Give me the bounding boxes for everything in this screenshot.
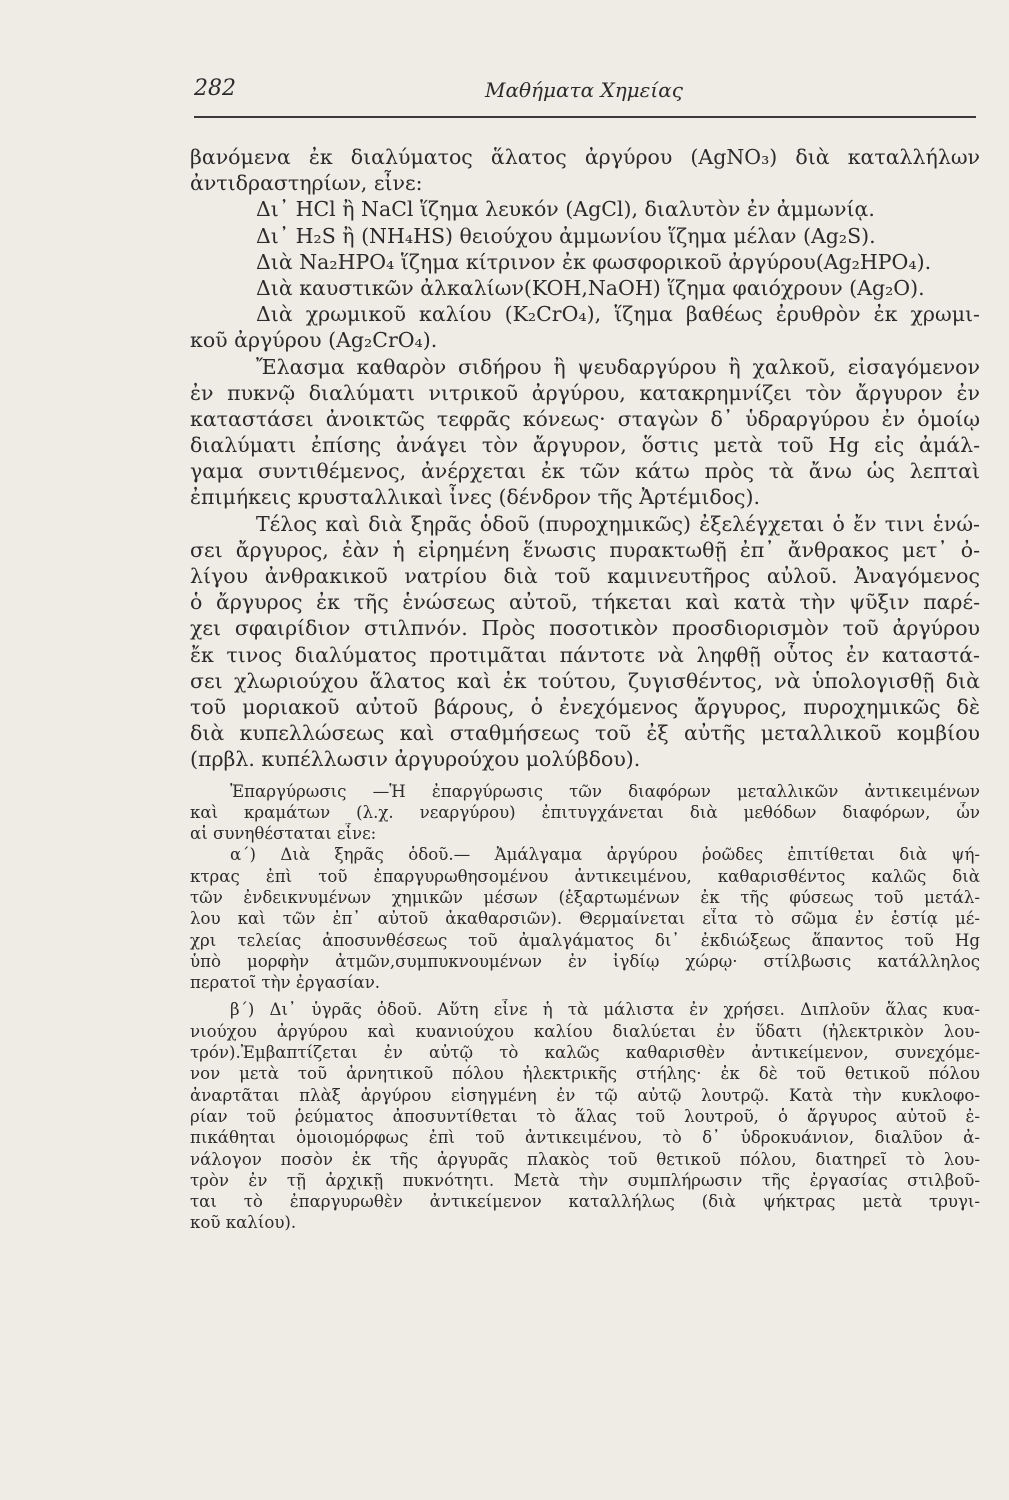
text-line: Ἔλασμα καθαρὸν σιδήρου ἢ ψευδαργύρου ἢ χαλκοῦ, εἰσαγόμενον [256,354,980,379]
text-line: (πρβλ. κυπέλλωσιν ἀργυρούχου μολύβδου). [190,747,641,772]
text-line: ὑπὸ μορφὴν ἀτμῶν,συμπυκνουμένων ἐν ἰγδίῳ χώρῳ· στίλβωσις κατάλληλος [190,951,980,971]
text-line: ται τὸ ἐπαργυρωθὲν ἀντικείμενον καταλλήλως (διὰ ψήκτρας μετὰ τρυγι- [190,1192,980,1212]
text-line: κτρας ἐπὶ τοῦ ἐπαργυρωθησομένου ἀντικειμένου, καθαρισθέντος καλῶς διὰ [190,866,980,886]
running-title: Μαθήματα Χημείας [485,78,683,102]
text-line: χρι τελείας ἀποσυνθέσεως τοῦ ἀμαλγάματος δι᾿ ἐκδιώξεως ἅπαντος τοῦ Hg [190,930,980,950]
text-line: Διὰ χρωμικοῦ καλίου (K₂CrO₄), ἵζημα βαθέως ἐρυθρὸν ἐκ χρωμι- [256,302,980,327]
text-line: Δι᾿ HCl ἢ NaCl ἵζημα λευκόν (AgCl), διαλυτὸν ἐν ἀμμωνίᾳ. [256,197,875,222]
text-line: περατοῖ τὴν ἐργασίαν. [190,973,381,993]
text-line: ἐν πυκνῷ διαλύματι νιτρικοῦ ἀργύρου, κατακρημνίζει τὸν ἄργυρον ἐν [190,380,980,405]
text-line: γαμα συντιθέμενος, ἀνέρχεται ἐκ τῶν κάτω πρὸς τὰ ἄνω ὡς λεπταὶ [190,459,980,484]
text-line: πικάθηται ὁμοιομόρφως ἐπὶ τοῦ ἀντικειμένου, τὸ δ᾿ ὑδροκυάνιον, διαλῦον ἀ- [190,1128,980,1148]
text-line: διαλύματι ἐπίσης ἀνάγει τὸν ἄργυρον, ὅστις μετὰ τοῦ Hg εἰς ἀμάλ- [190,433,980,458]
text-line: χει σφαιρίδιον στιλπνόν. Πρὸς ποσοτικὸν προσδιορισμὸν τοῦ ἀργύρου [190,616,980,641]
text-line: τρὸν ἐν τῇ ἀρχικῇ πυκνότητι. Μετὰ τὴν συμπλήρωσιν τῆς ἐργασίας στιλβοῦ- [190,1170,980,1190]
text-line: σει χλωριούχου ἅλατος καὶ ἐκ τούτου, ζυγισθέντος, νὰ ὑπολογισθῇ διὰ [190,668,980,693]
text-line: α΄) Διὰ ξηρᾶς ὁδοῦ.— Ἀμάλγαμα ἀργύρου ῥοῶδες ἐπιτίθεται διὰ ψή- [230,845,980,865]
text-line: τρόν).Ἐμβαπτίζεται ἐν αὐτῷ τὸ καλῶς καθαρισθὲν ἀντικείμενον, συνεχόμε- [190,1043,980,1063]
text-line: ἐπιμήκεις κρυσταλλικαὶ ἶνες (δένδρον τῆς Ἀρτέμιδος). [190,485,761,510]
note-silver-plating [190,781,980,1234]
text-line: Δι᾿ H₂S ἢ (NH₄HS) θειούχου ἀμμωνίου ἵζημα μέλαν (Ag₂S). [256,223,876,248]
text-line: ρίαν τοῦ ῥεύματος ἀποσυντίθεται τὸ ἅλας τοῦ λουτροῦ, ὁ ἄργυρος αὐτοῦ ἐ- [190,1106,980,1126]
text-line: καταστάσει ἀνοικτῶς τεφρᾶς κόνεως· σταγὼν δ᾿ ὑδραργύρου ἐν ὁμοίῳ [190,406,980,431]
text-line: κοῦ ἀργύρου (Ag₂CrO₄). [190,328,438,353]
text-line: λου καὶ τῶν ἐπ᾿ αὐτοῦ ἀκαθαρσιῶν). Θερμαίνεται εἶτα τὸ σῶμα ἐν ἑστίᾳ μέ- [190,909,980,929]
text-line: ὁ ἄργυρος ἐκ τῆς ἑνώσεως αὐτοῦ, τήκεται καὶ κατὰ τὴν ψῦξιν παρέ- [190,590,980,615]
text-line: λίγου ἀνθρακικοῦ νατρίου διὰ τοῦ καμινευτῆρος αὐλοῦ. Ἀναγόμενος [190,564,980,588]
page-number: 282 [194,76,236,101]
text-line: νιούχου ἀργύρου καὶ κυανιούχου καλίου διαλύεται ἐν ὕδατι (ἠλεκτρικὸν λου- [190,1021,980,1041]
text-line: βανόμενα ἐκ διαλύματος ἅλατος ἀργύρου (AgNO₃) διὰ καταλλήλων [190,145,980,169]
text-line: τῶν ἐνδεικνυμένων χημικῶν μέσων (ἐξαρτωμένων ἐκ τῆς φύσεως τοῦ μετάλ- [190,887,980,907]
text-line: αἱ συνηθέσταται εἶνε: [190,824,377,844]
text-line: Ἐπαργύρωσις —Ἡ ἐπαργύρωσις τῶν διαφόρων μεταλλικῶν ἀντικειμένων [230,781,980,801]
text-line: Διὰ Na₂HPO₄ ἵζημα κίτρινον ἐκ φωσφορικοῦ ἀργύρου(Ag₂HPO₄). [256,249,932,274]
text-line: ἔκ τινος διαλύματος προτιμᾶται πάντοτε νὰ ληφθῇ οὗτος ἐν καταστά- [190,642,980,667]
main-paragraphs [190,144,980,773]
text-line: τοῦ μοριακοῦ αὐτοῦ βάρους, ὁ ἐνεχόμενος ἄργυρος, πυροχημικῶς δὲ [190,694,980,719]
header-rule [194,116,976,118]
text-line: Τέλος καὶ διὰ ξηρᾶς ὁδοῦ (πυροχημικῶς) ἐξελέγχεται ὁ ἔν τινι ἑνώ- [256,511,980,536]
text-line: σει ἄργυρος, ἐὰν ἡ εἰρημένη ἕνωσις πυρακτωθῇ ἐπ᾿ ἄνθρακος μετ᾿ ὀ- [190,537,980,562]
spacer [190,773,980,781]
page-header [194,76,974,116]
text-line: ἀναρτᾶται πλὰξ ἀργύρου εἰσηγμένη ἐν τῷ αὐτῷ λουτρῷ. Κατὰ τὴν κυκλοφο- [190,1085,980,1105]
body-text [190,144,980,1234]
text-line: ἀντιδραστηρίων, εἶνε: [190,171,423,196]
text-line: Διὰ καυστικῶν ἀλκαλίων(KOH,NaOH) ἵζημα φαιόχρουν (Ag₂O). [256,275,925,300]
text-line: κοῦ καλίου). [190,1213,297,1233]
text-line: καὶ κραμάτων (λ.χ. νεαργύρου) ἐπιτυγχάνεται διὰ μεθόδων διαφόρων, ὧν [190,802,980,822]
text-line: διὰ κυπελλώσεως καὶ σταθμήσεως τοῦ ἐξ αὐτῆς μεταλλικοῦ κομβίου [190,721,980,746]
text-line: νον μετὰ τοῦ ἀρνητικοῦ πόλου ἠλεκτρικῆς στήλης· ἐκ δὲ τοῦ θετικοῦ πόλου [190,1064,980,1084]
text-line: β΄) Δι᾿ ὑγρᾶς ὁδοῦ. Αὕτη εἶνε ἡ τὰ μάλιστα ἐν χρήσει. Διπλοῦν ἅλας κυα- [230,1000,980,1020]
text-line: νάλογον ποσὸν ἐκ τῆς ἀργυρᾶς πλακὸς τοῦ θετικοῦ πόλου, διατηρεῖ τὸ λου- [190,1149,980,1169]
